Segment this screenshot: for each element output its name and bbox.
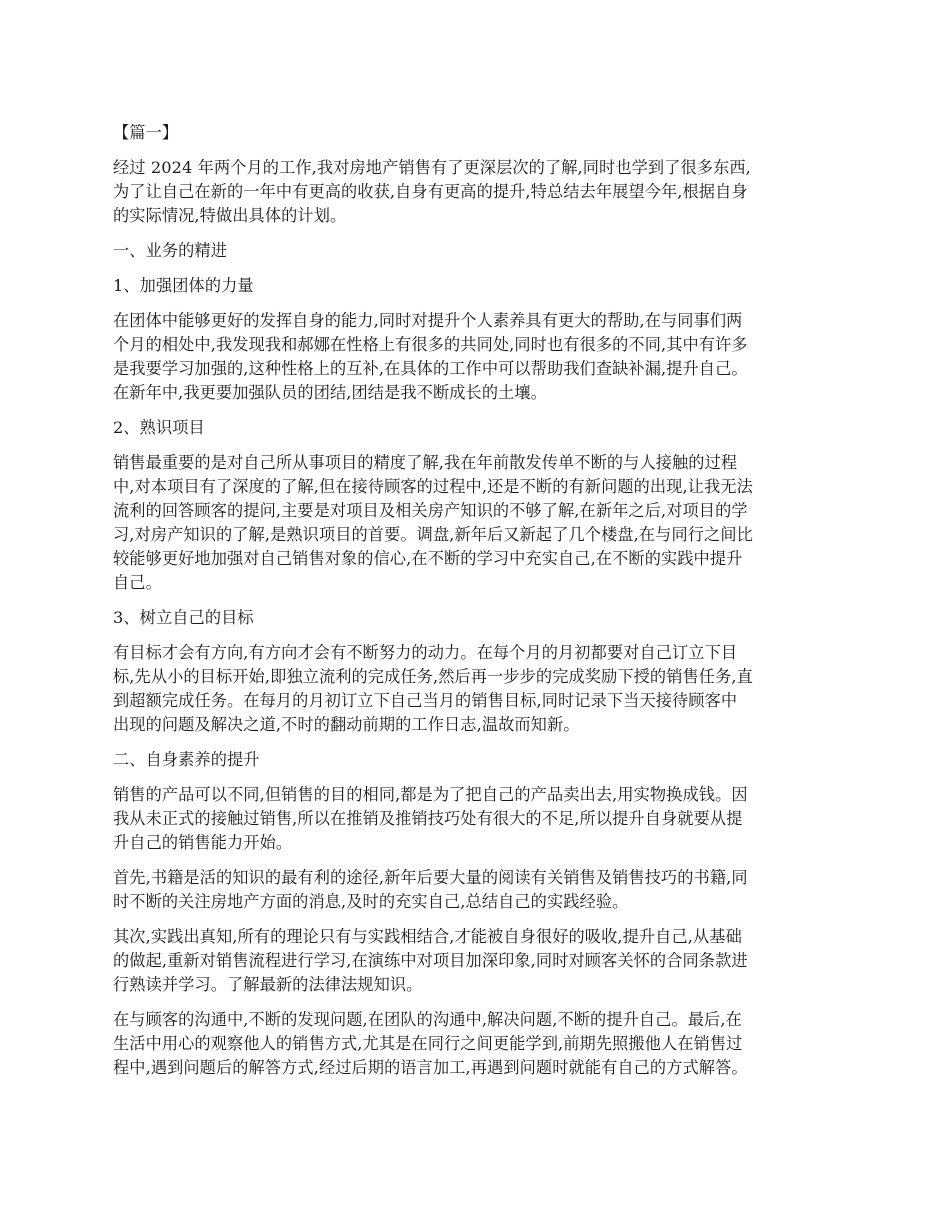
text-line: 我从未正式的接触过销售,所以在推销及推销技巧处有很大的不足,所以提升自身就要从提 [113, 809, 743, 828]
text-line: 在新年中,我更要加强队员的团结,团结是我不断成长的土壤。 [113, 383, 547, 402]
section-heading [113, 416, 837, 440]
text-line: 的实际情况,特做出具体的计划。 [113, 206, 347, 225]
text-line: 生活中用心的观察他人的销售方式,尤其是在同行之间更能学到,前期先照搬他人在销售过 [113, 1034, 743, 1053]
paragraph [113, 925, 837, 997]
paragraph [113, 156, 837, 228]
text-line: 其次,实践出真知,所有的理论只有与实践相结合,才能被自身很好的吸收,提升自己,从基础 [113, 927, 742, 946]
text-line: 3、树立自己的目标 [113, 608, 254, 627]
paragraph [113, 1008, 837, 1080]
paragraph [113, 451, 837, 595]
text-line: 2、熟识项目 [113, 418, 205, 437]
paragraph [113, 783, 837, 855]
section-heading [113, 606, 837, 630]
text-line: 在与顾客的沟通中,不断的发现问题,在团队的沟通中,解决问题,不断的提升自己。最后,在 [113, 1010, 742, 1029]
paragraph [113, 309, 837, 405]
text-line: 行熟读并学习。了解最新的法律法规知识。 [113, 975, 423, 994]
text-line: 二、自身素养的提升 [113, 750, 260, 769]
section-heading [113, 274, 837, 298]
text-line: 个月的相处中,我发现我和郝娜在性格上有很多的共同处,同时也有很多的不同,其中有许多 [113, 335, 748, 354]
text-line: 1、加强团体的力量 [113, 276, 254, 295]
section-heading [113, 121, 837, 145]
text-line: 在团体中能够更好的发挥自身的能力,同时对提升个人素养具有更大的帮助,在与同事们两 [113, 311, 743, 330]
text-line: 到超额完成任务。在每月的月初订立下自己当月的销售目标,同时记录下当天接待顾客中 [113, 691, 738, 710]
text-line: 经过 2024 年两个月的工作,我对房地产销售有了更深层次的了解,同时也学到了很多东西, [113, 158, 751, 177]
document-body [113, 121, 837, 1091]
text-line: 自己。 [113, 573, 162, 592]
paragraph [113, 641, 837, 737]
section-heading [113, 748, 837, 772]
text-line: 首先,书籍是活的知识的最有利的途径,新年后要大量的阅读有关销售及销售技巧的书籍,同 [113, 868, 748, 887]
section-heading [113, 239, 837, 263]
text-line: 有目标才会有方向,有方向才会有不断努力的动力。在每个月的月初都要对自己订立下目 [113, 643, 738, 662]
text-line: 的做起,重新对销售流程进行学习,在演练中对项目加深印象,同时对顾客关怀的合同条款进 [113, 951, 748, 970]
text-line: 销售的产品可以不同,但销售的目的相同,都是为了把自己的产品卖出去,用实物换成钱。因 [113, 785, 748, 804]
text-line: 【篇一】 [113, 123, 179, 142]
text-line: 中,对本项目有了深度的了解,但在接待顾客的过程中,还是不断的有新问题的出现,让我无法 [113, 477, 753, 496]
text-line: 一、业务的精进 [113, 241, 228, 260]
text-line: 升自己的销售能力开始。 [113, 833, 293, 852]
text-line: 是我要学习加强的,这种性格上的互补,在具体的工作中可以帮助我们查缺补漏,提升自己。 [113, 359, 748, 378]
text-line: 时不断的关注房地产方面的消息,及时的充实自己,总结自己的实践经验。 [113, 892, 629, 911]
text-line: 较能够更好地加强对自己销售对象的信心,在不断的学习中充实自己,在不断的实践中提升 [113, 549, 743, 568]
text-line: 为了让自己在新的一年中有更高的收获,自身有更高的提升,特总结去年展望今年,根据自身 [113, 182, 748, 201]
text-line: 标,先从小的目标开始,即独立流利的完成任务,然后再一步步的完成奖励下授的销售任务,直 [113, 667, 753, 686]
text-line: 销售最重要的是对自己所从事项目的精度了解,我在年前散发传单不断的与人接触的过程 [113, 453, 738, 472]
text-line: 程中,遇到问题后的解答方式,经过后期的语言加工,再遇到问题时就能有自己的方式解答。 [113, 1058, 748, 1077]
text-line: 习,对房产知识的了解,是熟识项目的首要。调盘,新年后又新起了几个楼盘,在与同行之间比 [113, 525, 753, 544]
paragraph [113, 866, 837, 914]
text-line: 流利的回答顾客的提问,主要是对项目及相关房产知识的不够了解,在新年之后,对项目的学 [113, 501, 748, 520]
text-line: 出现的问题及解决之道,不时的翻动前期的工作日志,温故而知新。 [113, 715, 580, 734]
